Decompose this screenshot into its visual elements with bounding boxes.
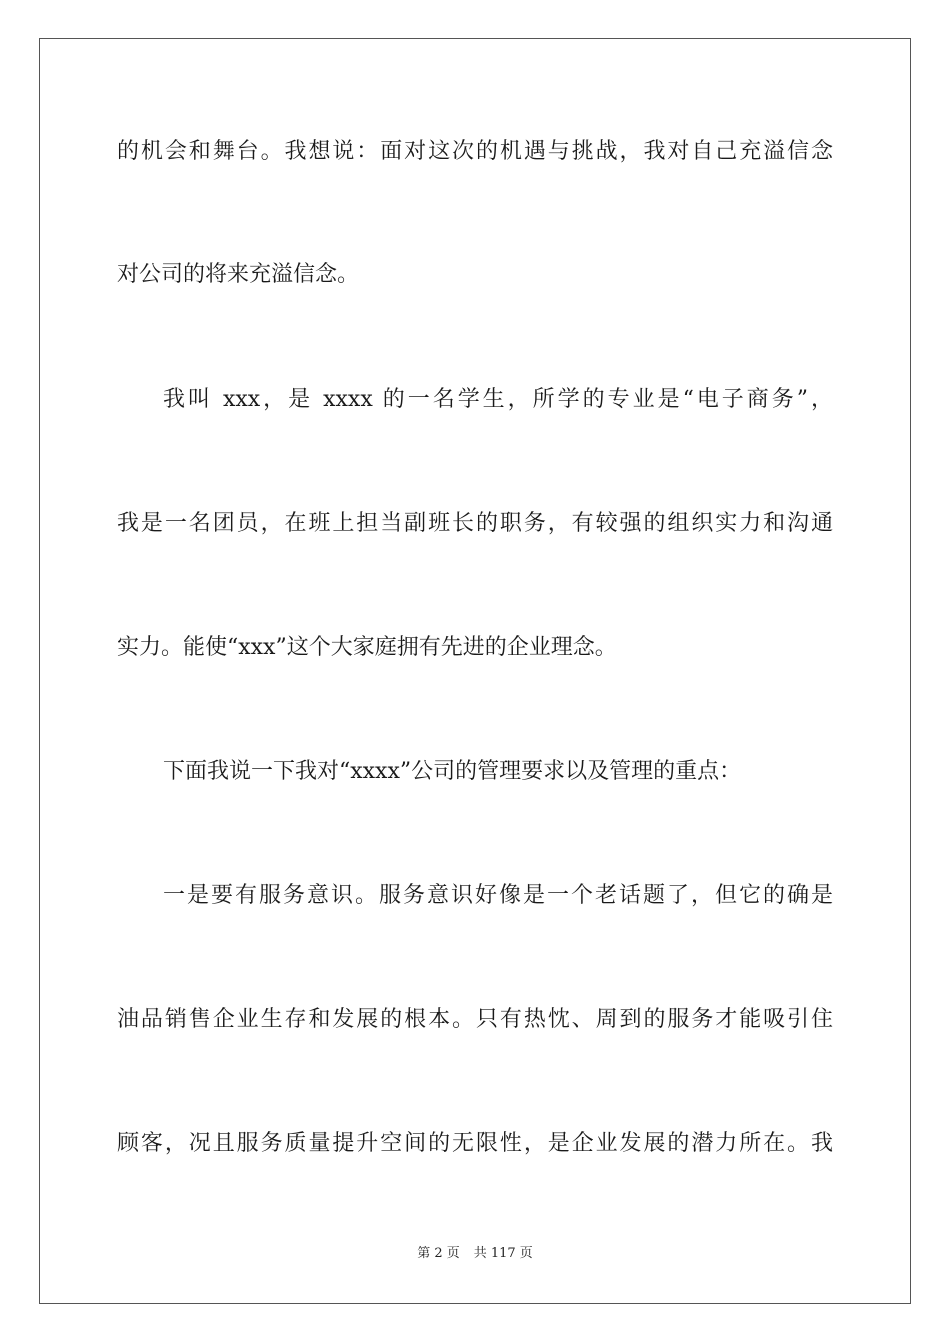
body-line-7-paragraph-start: 一是要有服务意识。服务意识好像是一个老话题了，但它的确是 (163, 883, 833, 908)
body-line-5: 实力。能使“xxx”这个大家庭拥有先进的企业理念。 (117, 635, 617, 660)
body-line-6-paragraph-start: 下面我说一下我对“xxxx”公司的管理要求以及管理的重点： (163, 759, 742, 784)
body-line-4: 我是一名团员，在班上担当副班长的职务，有较强的组织实力和沟通 (117, 511, 833, 536)
body-line-9: 顾客，况且服务质量提升空间的无限性，是企业发展的潜力所在。我 (117, 1131, 833, 1156)
page-number: 第 2 页 (417, 1246, 460, 1261)
total-pages: 共 117 页 (473, 1246, 533, 1261)
body-line-3-paragraph-start: 我叫 xxx，是 xxxx 的一名学生，所学的专业是“电子商务”， (163, 387, 833, 412)
body-line-1: 的机会和舞台。我想说：面对这次的机遇与挑战，我对自己充溢信念 (117, 139, 833, 164)
page-border (39, 38, 911, 1304)
body-line-8: 油品销售企业生存和发展的根本。只有热忱、周到的服务才能吸引住 (117, 1007, 833, 1032)
page-footer (0, 1245, 950, 1263)
body-line-2: 对公司的将来充溢信念。 (117, 262, 360, 287)
